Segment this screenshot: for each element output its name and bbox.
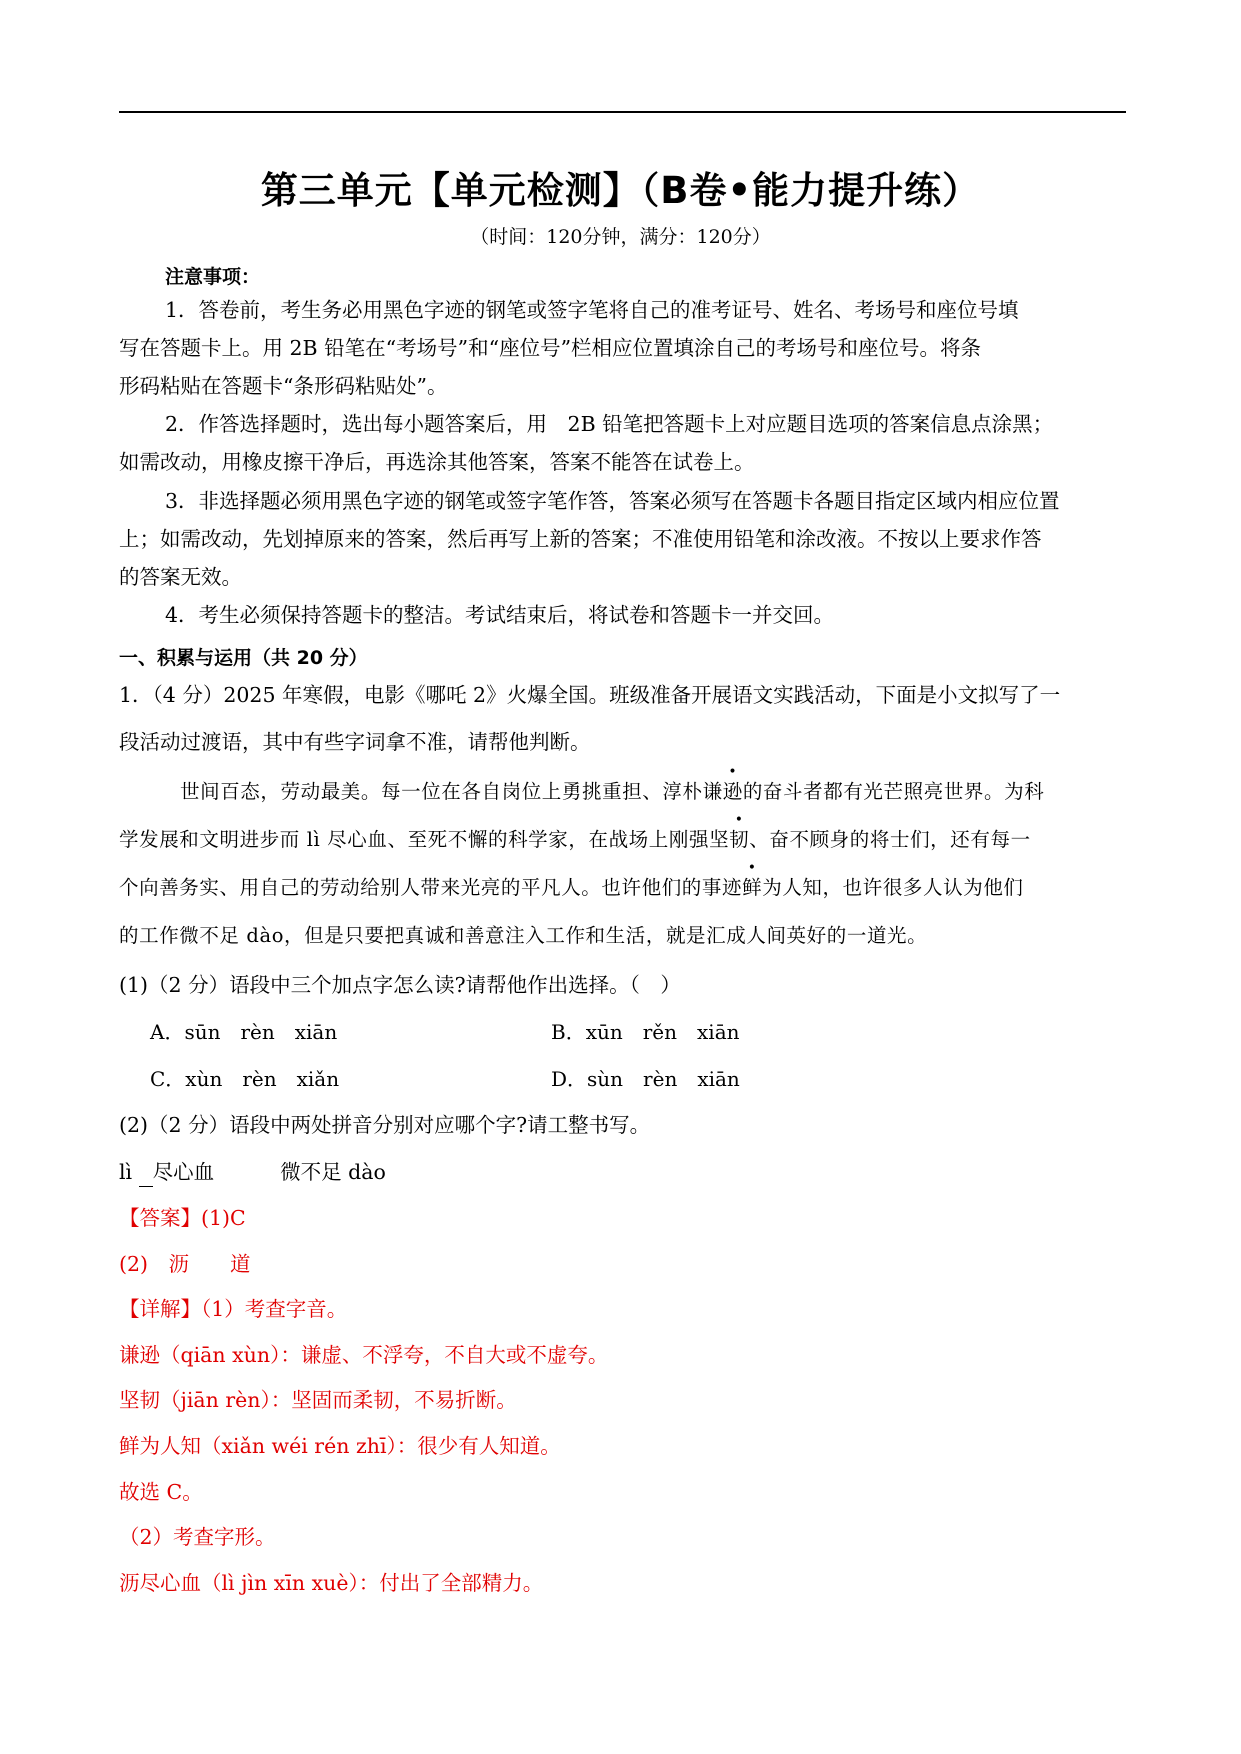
- option-a: A．sūn rèn xiān: [150, 1020, 338, 1044]
- passage-text: 为人知，也许很多人认为他们: [762, 876, 1024, 899]
- explanation-1: 谦逊（qiān xùn）：谦虚、不浮夸，不自大或不虚夸。: [119, 1343, 609, 1367]
- passage-text: 个向善务实、用自己的劳动给别人带来光亮的平凡人。也许他们的事迹: [119, 876, 743, 899]
- notes-item-2-line-2: 如需改动，用橡皮擦干净后，再选涂其他答案，答案不能答在试卷上。: [119, 450, 755, 474]
- notes-item-3-line-3: 的答案无效。: [119, 565, 242, 589]
- notes-item-1-line-2: 写在答题卡上。用 2B 铅笔在“考场号”和“座位号”栏相应位置填涂自己的考场号和座位号。将条: [119, 336, 982, 360]
- explanation-3: 鲜为人知（xiǎn wéi rén zhī）：很少有人知道。: [119, 1434, 561, 1458]
- explanation-4: 故选 C。: [119, 1480, 203, 1504]
- passage-text: 、奋不顾身的将士们，还有每一: [749, 828, 1031, 851]
- passage-line-4: 的工作微不足 dào，但是只要把真诚和善意注入工作和生活，就是汇成人间英好的一道光。: [119, 924, 928, 947]
- explanation-heading: 【详解】（1）考查字音。: [119, 1297, 348, 1321]
- passage-text: 的奋斗者都有光芒照亮世界。为科: [742, 780, 1045, 803]
- header-rule: [119, 111, 1126, 113]
- notes-item-3-line-2: 上；如需改动，先划掉原来的答案，然后再写上新的答案；不准使用铅笔和涂改液。不按以上要求作答: [119, 527, 1042, 551]
- question-1-line-1: 1．（4 分）2025 年寒假，电影《哪吒 2》火爆全国。班级准备开展语文实践活动，下面是小文拟写了一: [119, 683, 1061, 707]
- fill-phrase-2: 微不足 dào: [280, 1160, 386, 1184]
- notes-item-2-line-1: 2．作答选择题时，选出每小题答案后，用 2B 铅笔把答题卡上对应题目选项的答案信息点涂黑；: [165, 412, 1054, 436]
- dotted-char-ren: 韧: [729, 828, 750, 851]
- dotted-char-xian: 鲜: [742, 876, 763, 899]
- notes-item-1-line-3: 形码粘贴在答题卡“条形码粘贴处”。: [119, 374, 448, 398]
- option-c: C．xùn rèn xiǎn: [150, 1067, 340, 1091]
- dotted-char-xun: 逊: [722, 780, 743, 803]
- passage-text: 学发展和文明进步而 lì 尽心血、至死不懈的科学家，在战场上刚强坚: [119, 828, 730, 851]
- answer-line-2: (2) 沥 道: [119, 1252, 251, 1276]
- explanation-5: （2）考查字形。: [119, 1525, 276, 1549]
- pinyin-li: lì: [119, 1160, 133, 1184]
- explanation-6: 沥尽心血（lì jìn xīn xuè）：付出了全部精力。: [119, 1571, 544, 1595]
- section-1-heading: 一、积累与运用（共 20 分）: [119, 647, 368, 669]
- answer-blank: [139, 1166, 153, 1187]
- passage-line-1: [180, 777, 1044, 807]
- notes-item-3-line-1: 3．非选择题必须用黑色字迹的钢笔或签字笔作答，答案必须写在答题卡各题目指定区域内相应位置: [165, 489, 1060, 513]
- passage-text: 世间百态，劳动最美。每一位在各自岗位上勇挑重担、淳朴谦: [180, 780, 723, 803]
- option-d: D．sùn rèn xiān: [551, 1067, 740, 1091]
- page-subtitle: （时间：120分钟，满分：120分）: [470, 226, 771, 248]
- passage-line-2: [119, 825, 1031, 855]
- notes-item-1-line-1: 1．答卷前，考生务必用黑色字迹的钢笔或签字笔将自己的准考证号、姓名、考场号和座位号填: [165, 298, 1019, 322]
- fill-phrase-1: 尽心血: [152, 1160, 215, 1184]
- sub-question-2: (2)（2 分）语段中两处拼音分别对应哪个字?请工整书写。: [119, 1113, 651, 1137]
- question-1-line-2: 段活动过渡语，其中有些字词拿不准，请帮他判断。: [119, 730, 591, 754]
- page-title: 第三单元【单元检测】（B卷•能力提升练）: [260, 169, 981, 212]
- explanation-2: 坚韧（jiān rèn）：坚固而柔韧，不易折断。: [119, 1388, 517, 1412]
- answer-line-1: 【答案】(1)C: [119, 1206, 246, 1230]
- notes-item-4: 4．考生必须保持答题卡的整洁。考试结束后，将试卷和答题卡一并交回。: [165, 603, 835, 627]
- notes-heading: 注意事项：: [165, 266, 261, 288]
- option-b: B．xūn rěn xiān: [551, 1020, 740, 1044]
- passage-line-3: [119, 873, 1024, 903]
- fill-in-line: [119, 1157, 386, 1187]
- sub-question-1: (1)（2 分）语段中三个加点字怎么读?请帮他作出选择。（ ）: [119, 973, 681, 997]
